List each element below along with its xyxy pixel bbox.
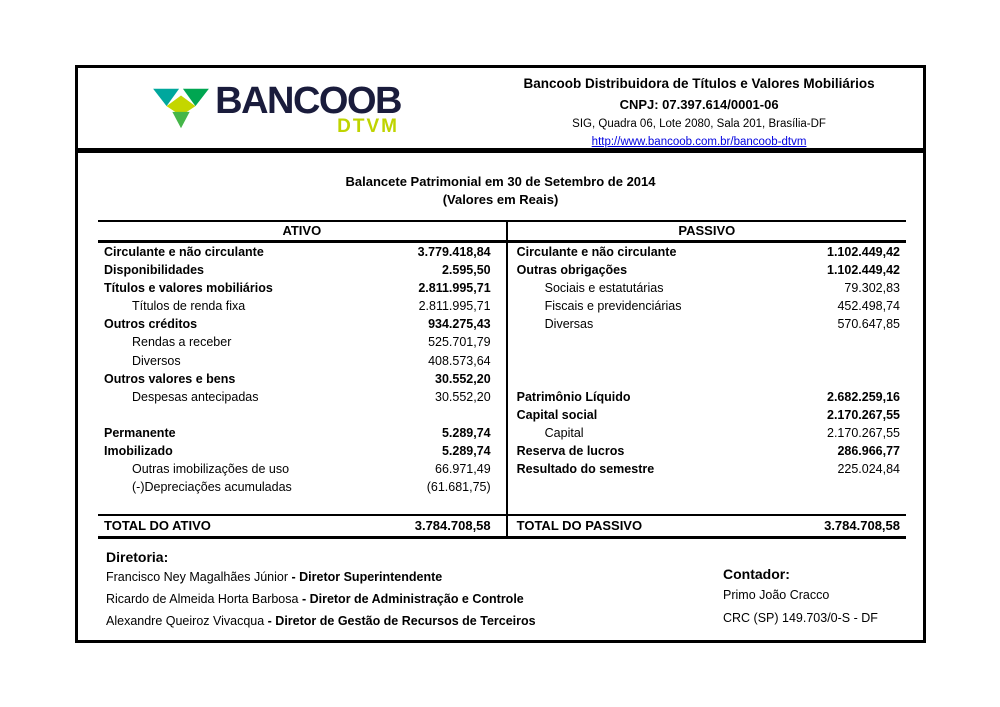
balance-table — [98, 220, 906, 539]
table-row — [98, 406, 906, 424]
director-name: Ricardo de Almeida Horta Barbosa — [106, 592, 299, 606]
report-title — [78, 173, 923, 209]
ativo-account-label: Rendas a receber — [132, 335, 232, 350]
ativo-account-value: 66.971,49 — [435, 462, 491, 477]
ativo-account-value: 408.573,64 — [428, 353, 491, 368]
passivo-account-label: Outras obrigações — [516, 263, 628, 278]
table-row — [98, 261, 906, 279]
table-row — [98, 370, 906, 388]
passivo-account-value: 1.102.449,42 — [827, 245, 900, 259]
ativo-account-value: 525.701,79 — [428, 335, 491, 350]
ativo-account-value: 30.552,20 — [435, 389, 491, 404]
ativo-account-value: 2.811.995,71 — [418, 299, 491, 314]
director-role: - Diretor Superintendente — [288, 570, 443, 584]
contador-crc: CRC (SP) 149.703/0-S - DF — [723, 611, 878, 625]
ativo-account-label: Despesas antecipadas — [132, 389, 259, 404]
ativo-account-value: 3.779.418,84 — [417, 245, 491, 259]
director-line — [106, 590, 536, 609]
ativo-account-label: Outros valores e bens — [104, 371, 236, 386]
report-title-line2: (Valores em Reais) — [442, 192, 559, 207]
passivo-account-value: 570.647,85 — [837, 317, 900, 332]
table-row — [98, 279, 906, 297]
ativo-account-label: Imobilizado — [104, 444, 173, 459]
company-name: Bancoob Distribuidora de Títulos e Valores Mobiliários — [523, 76, 875, 91]
director-role: - Diretor de Gestão de Recursos de Terceiros — [264, 614, 536, 628]
passivo-account-label: Diversas — [544, 317, 594, 332]
passivo-account-value: 225.024,84 — [837, 462, 900, 477]
director-name: Alexandre Queiroz Vivacqua — [106, 614, 265, 628]
ativo-account-value: 2.811.995,71 — [418, 281, 491, 296]
table-row — [98, 352, 906, 370]
passivo-account-value: 79.302,83 — [844, 281, 900, 296]
table-row — [98, 496, 906, 514]
director-name: Francisco Ney Magalhães Júnior — [106, 570, 289, 584]
passivo-account-label: Reserva de lucros — [516, 444, 625, 459]
bancoob-logo — [78, 68, 475, 148]
total-ativo-label: TOTAL DO ATIVO — [104, 518, 211, 534]
brand-subtext: DTVM — [337, 116, 399, 137]
passivo-account-label: Patrimônio Líquido — [516, 389, 631, 404]
ativo-header: ATIVO — [98, 222, 508, 240]
table-row — [98, 315, 906, 333]
passivo-account-label: Fiscais e previdenciárias — [544, 299, 682, 314]
ativo-account-value: 5.289,74 — [441, 444, 491, 459]
passivo-account-label: Circulante e não circulante — [516, 245, 677, 259]
ativo-account-label: Permanente — [104, 425, 176, 440]
passivo-account-value: 2.170.267,55 — [827, 407, 900, 422]
passivo-account-value: 286.966,77 — [837, 444, 900, 459]
balance-table-body — [98, 243, 906, 514]
balance-table-header — [98, 220, 906, 243]
passivo-account-label: Resultado do semestre — [516, 462, 655, 477]
total-passivo-value: 3.784.708,58 — [824, 518, 900, 534]
total-ativo-value: 3.784.708,58 — [414, 518, 491, 534]
table-row — [98, 442, 906, 460]
passivo-account-label: Sociais e estatutárias — [544, 281, 664, 296]
director-line — [106, 568, 536, 587]
document-header — [78, 68, 923, 153]
passivo-account-value: 2.682.259,16 — [827, 389, 900, 404]
ativo-account-value: 5.289,74 — [441, 425, 491, 440]
company-cnpj: CNPJ: 07.397.614/0001-06 — [619, 97, 779, 112]
ativo-account-label: Títulos de renda fixa — [132, 299, 246, 314]
passivo-header: PASSIVO — [678, 223, 736, 238]
diretoria-section — [106, 549, 536, 631]
table-row — [98, 478, 906, 496]
passivo-account-label: Capital — [544, 425, 584, 440]
passivo-account-label: Capital social — [516, 407, 598, 422]
ativo-account-value: 2.595,50 — [441, 263, 491, 278]
ativo-account-label: Outras imobilizações de uso — [132, 462, 290, 477]
table-row — [98, 333, 906, 351]
total-row — [98, 514, 906, 539]
passivo-account-value: 452.498,74 — [837, 299, 900, 314]
total-passivo-label: TOTAL DO PASSIVO — [516, 518, 643, 534]
ativo-account-label: Outros créditos — [104, 317, 198, 332]
table-row — [98, 424, 906, 442]
director-role: - Diretor de Administração e Controle — [298, 592, 524, 606]
diretoria-title: Diretoria: — [106, 549, 169, 565]
passivo-account-value: 2.170.267,55 — [827, 425, 900, 440]
ativo-account-value: 934.275,43 — [428, 317, 491, 332]
ativo-account-label: Disponibilidades — [104, 263, 205, 278]
brand-text: BANCOOB — [215, 80, 401, 122]
bancoob-triangle-icon — [152, 83, 210, 133]
ativo-account-value: (61.681,75) — [426, 480, 491, 495]
ativo-account-label: (-)Depreciações acumuladas — [132, 480, 292, 495]
table-row — [98, 388, 906, 406]
table-row — [98, 297, 906, 315]
ativo-account-label: Circulante e não circulante — [104, 245, 264, 259]
report-title-line1: Balancete Patrimonial em 30 de Setembro de 2014 — [345, 174, 656, 189]
table-row — [98, 243, 906, 261]
contador-name: Primo João Cracco — [723, 588, 830, 602]
ativo-account-label: Diversos — [132, 353, 181, 368]
company-url-link[interactable]: http://www.bancoob.com.br/bancoob-dtvm — [591, 136, 807, 148]
company-info — [475, 68, 923, 148]
contador-title: Contador: — [723, 566, 790, 582]
ativo-account-value: 30.552,20 — [435, 371, 491, 386]
director-line — [106, 612, 536, 631]
ativo-account-label: Títulos e valores mobiliários — [104, 281, 273, 296]
document-page — [75, 65, 926, 643]
passivo-account-value: 1.102.449,42 — [827, 263, 900, 278]
company-address: SIG, Quadra 06, Lote 2080, Sala 201, Brasília-DF — [572, 118, 826, 130]
contador-section — [723, 566, 878, 628]
table-row — [98, 460, 906, 478]
